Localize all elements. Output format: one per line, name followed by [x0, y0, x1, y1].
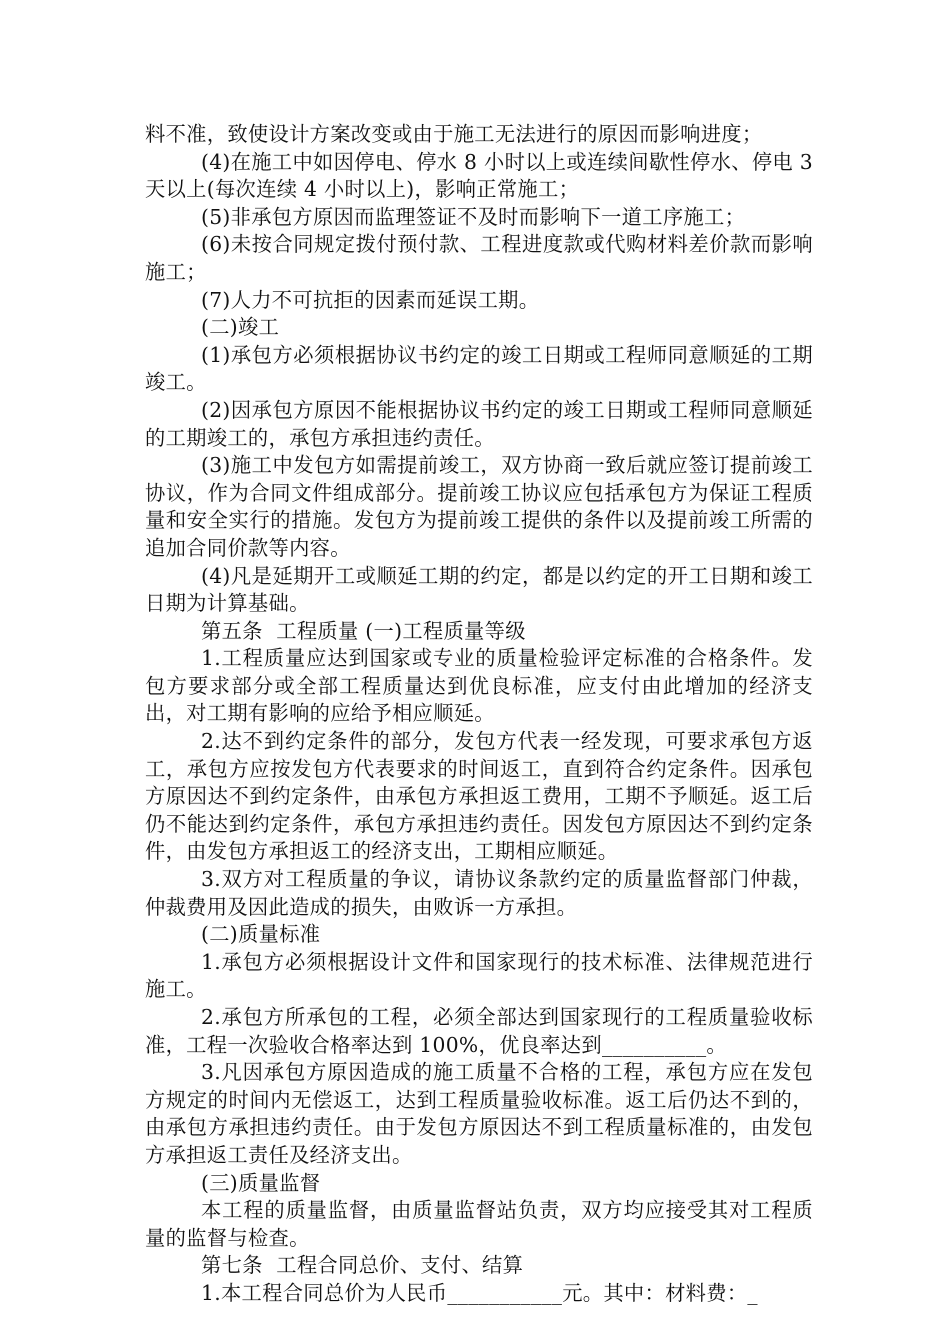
paragraph: (2)因承包方原因不能根据协议书约定的竣工日期或工程师同意顺延的工期竣工的，承包方承担违约责任。	[145, 397, 813, 450]
paragraph: 3.凡因承包方原因造成的施工质量不合格的工程，承包方应在发包方规定的时间内无偿返工，达到工程质量验收标准。返工后仍达不到的，由承包方承担违约责任。由于发包方原因达不到工程质量标准的，由发包方承担返工责任及经济支出。	[145, 1060, 813, 1167]
section-heading: (二)质量标准	[201, 922, 321, 947]
paragraph: (3)施工中发包方如需提前竣工，双方协商一致后就应签订提前竣工协议，作为合同文件组成部分。提前竣工协议应包括承包方为保证工程质量和安全实行的措施。发包方为提前竣工提供的条件以及提前竣工所需的追加合同价款等内容。	[145, 453, 813, 560]
article-heading: 第五条 工程质量 (一)工程质量等级	[201, 618, 526, 643]
paragraph: 本工程的质量监督，由质量监督站负责，双方均应接受其对工程质量的监督与检查。	[145, 1198, 813, 1250]
paragraph: (6)未按合同规定拨付预付款、工程进度款或代购材料差价款而影响施工；	[145, 232, 813, 284]
article-heading: 第七条 工程合同总价、支付、结算	[201, 1253, 524, 1278]
paragraph: 2.达不到约定条件的部分，发包方代表一经发现，可要求承包方返工，承包方应按发包方代表要求的时间返工，直到符合约定条件。因承包方原因达不到约定条件，由承包方承担返工费用，工期不予顺延。返工后仍不能达到约定条件，承包方承担违约责任。因发包方原因达不到约定条件，由发包方承担返工的经济支出，工期相应顺延。	[145, 729, 813, 864]
section-heading: (二)竣工	[201, 315, 280, 340]
paragraph: (4)在施工中如因停电、停水 8 小时以上或连续间歇性停水、停电 3 天以上(每次连续 4 小时以上)，影响正常施工；	[145, 149, 820, 202]
paragraph: (7)人力不可抗拒的因素而延误工期。	[201, 287, 540, 312]
paragraph: 1.工程质量应达到国家或专业的质量检验评定标准的合格条件。发包方要求部分或全部工程质量达到优良标准，应支付由此增加的经济支出，对工期有影响的应给予相应顺延。	[145, 646, 813, 726]
paragraph: 2.承包方所承包的工程，必须全部达到国家现行的工程质量验收标准，工程一次验收合格率达到 100%，优良率达到__________。	[145, 1005, 813, 1057]
section-heading: (三)质量监督	[201, 1170, 321, 1195]
paragraph: 1.承包方必须根据设计文件和国家现行的技术标准、法律规范进行施工。	[145, 949, 813, 1002]
document-body	[145, 121, 820, 1308]
paragraph: (1)承包方必须根据协议书约定的竣工日期或工程师同意顺延的工期竣工。	[145, 342, 813, 395]
paragraph: (5)非承包方原因而监理签证不及时而影响下一道工序施工；	[201, 204, 746, 229]
paragraph: 料不准，致使设计方案改变或由于施工无法进行的原因而影响进度；	[145, 122, 763, 146]
paragraph: (4)凡是延期开工或顺延工期的约定，都是以约定的开工日期和竣工日期为计算基础。	[145, 563, 813, 616]
paragraph: 1.本工程合同总价为人民币___________元。其中：材料费：_	[201, 1280, 758, 1305]
paragraph: 3.双方对工程质量的争议，请协议条款约定的质量监督部门仲裁，仲裁费用及因此造成的损失，由败诉一方承担。	[145, 867, 813, 919]
